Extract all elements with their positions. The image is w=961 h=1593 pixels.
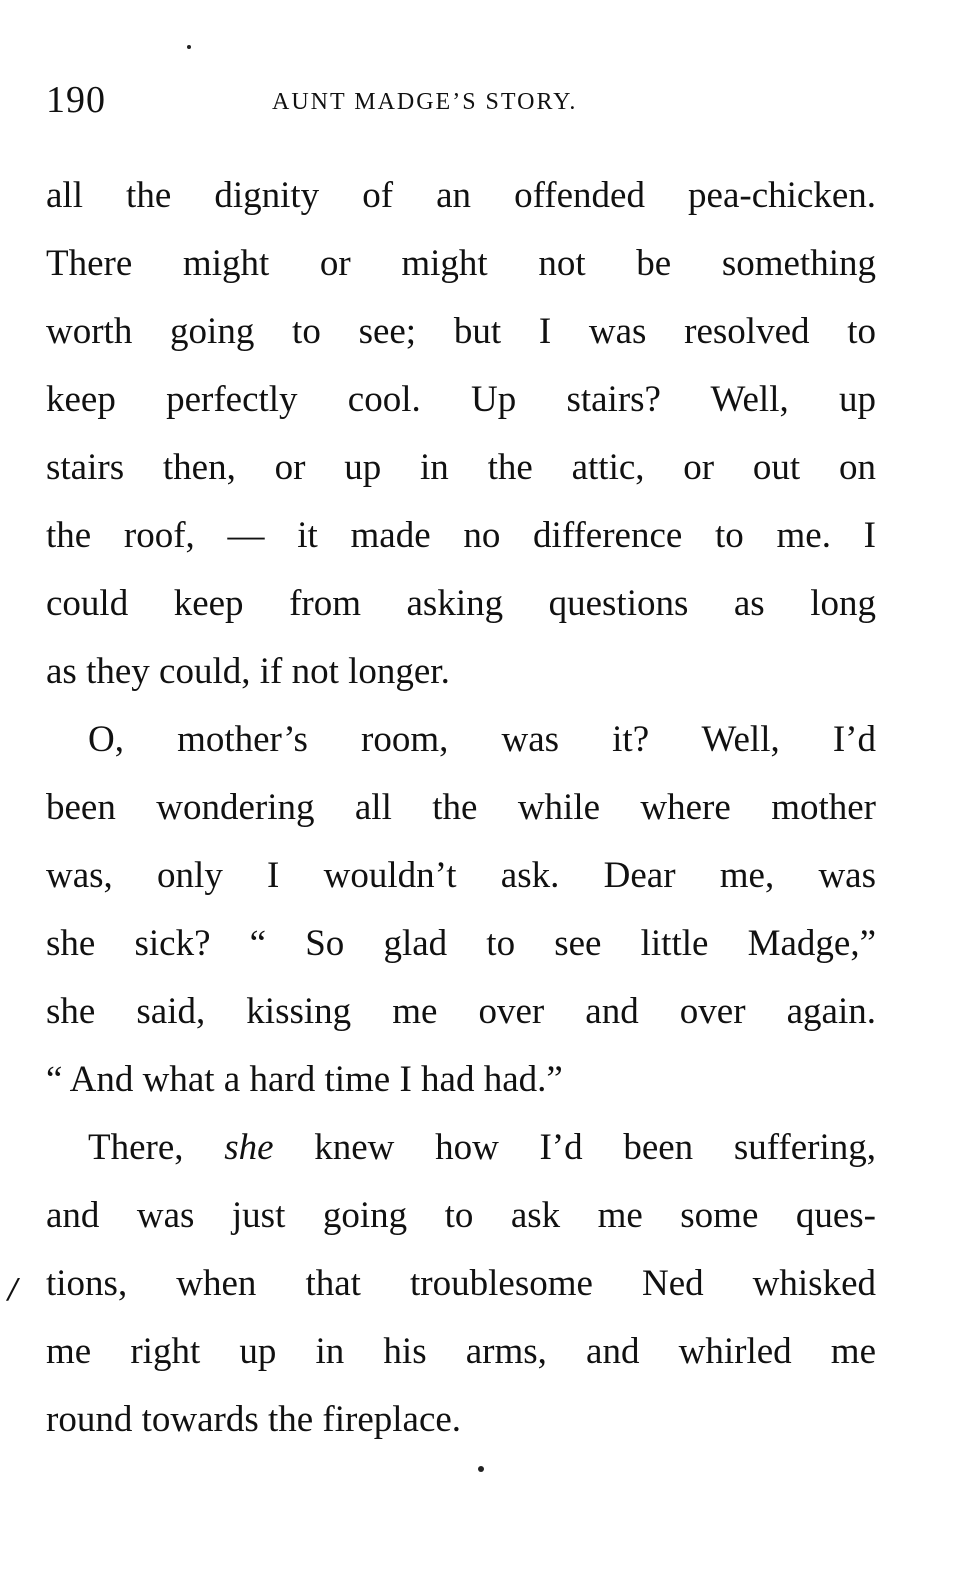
margin-mark: /: [8, 1271, 18, 1308]
text-line: tions, when that troublesome Ned whisked: [46, 1263, 876, 1304]
text-line: me right up in his arms, and whirled me: [46, 1331, 876, 1372]
text-line: and was just going to ask me some ques-: [46, 1195, 876, 1236]
page-header: [46, 70, 876, 130]
text-line: keep perfectly cool. Up stairs? Well, up: [46, 379, 876, 420]
ink-speck: [478, 1466, 484, 1472]
text-line: could keep from asking questions as long: [46, 583, 876, 624]
text-line: There might or might not be something: [46, 243, 876, 284]
text-line: stairs then, or up in the attic, or out on: [46, 447, 876, 488]
italic-word: she: [224, 1127, 274, 1168]
paragraph-3: [46, 1114, 876, 1454]
paragraph-1: [46, 162, 876, 706]
text-line: was, only I wouldn’t ask. Dear me, was: [46, 855, 876, 896]
paragraph-2: [46, 706, 876, 1114]
text-line: she sick? “ So glad to see little Madge,”: [46, 923, 876, 964]
text-line: she said, kissing me over and over again.: [46, 991, 876, 1032]
text-line: as they could, if not longer.: [46, 651, 450, 692]
body-text: [46, 162, 876, 1454]
running-head: AUNT MADGE’S STORY.: [272, 89, 578, 115]
ink-speck: [187, 45, 191, 49]
text-line: “ And what a hard time I had had.”: [46, 1059, 563, 1100]
text-line: been wondering all the while where mother: [46, 787, 876, 828]
text-line: the roof, — it made no difference to me. I: [46, 515, 876, 556]
text-line: O, mother’s room, was it? Well, I’d: [88, 719, 876, 760]
page-number: 190: [46, 79, 106, 121]
text-line: round towards the fireplace.: [46, 1399, 462, 1440]
text-line: all the dignity of an offended pea-chicken.: [46, 175, 876, 216]
text-line: worth going to see; but I was resolved to: [46, 311, 876, 352]
text-fragment: There,: [88, 1127, 225, 1168]
text-fragment: knew how I’d been suffering,: [273, 1127, 876, 1168]
text-line: [46, 1114, 876, 1182]
